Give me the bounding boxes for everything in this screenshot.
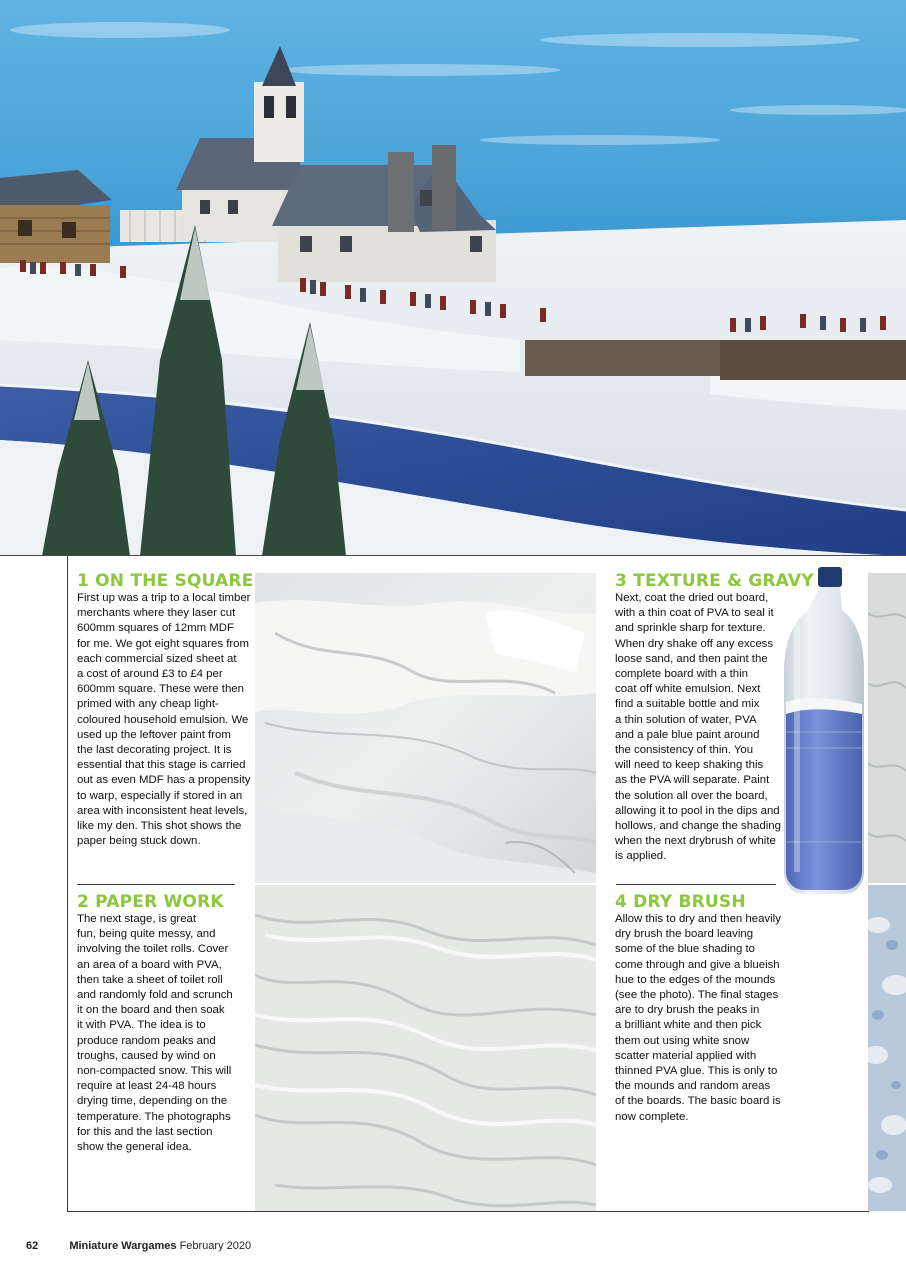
body-line: when the next drybrush of white: [615, 835, 776, 848]
body-line: out as even MDF has a propensity: [77, 774, 251, 787]
body-line: merchants where they laser cut: [77, 607, 236, 620]
photo-textured-board-illustration: [255, 885, 596, 1211]
body-line: to warp, especially if stored in an: [77, 789, 243, 802]
photo-board-edge-bottom: [868, 885, 906, 1211]
body-line: require at least 24-48 hours: [77, 1080, 217, 1093]
body-line: thinned PVA glue. This is only to: [615, 1065, 778, 1078]
section-on-the-square: [77, 571, 254, 849]
page-footer: [26, 1240, 251, 1252]
body-line: The next stage, is great: [77, 913, 197, 925]
hero-photo: [0, 0, 906, 556]
body-line: hollows, and change the shading: [615, 820, 781, 833]
section-paper-work: [77, 892, 239, 1155]
left-frame-line: [67, 556, 68, 1212]
body-line: coat off white emulsion. Next: [615, 683, 761, 696]
body-line: a cost of around £3 to £4 per: [77, 668, 223, 681]
body-line: like my den. This shot shows the: [77, 820, 242, 833]
photo-textured-board: [255, 885, 596, 1211]
body-line: First up was a trip to a local timber: [77, 592, 251, 604]
body-line: Allow this to dry and then heavily: [615, 913, 781, 925]
section-heading: 3 TEXTURE & GRAVY: [615, 571, 814, 591]
hero-illustration: [0, 0, 906, 556]
body-line: primed with any cheap light-: [77, 698, 219, 711]
body-line: complete board with a thin: [615, 668, 748, 681]
body-line: a thin solution of water, PVA: [615, 713, 757, 726]
body-line: dry brush the board leaving: [615, 928, 754, 941]
body-line: the solution all over the board,: [615, 789, 768, 802]
body-line: non-compacted snow. This will: [77, 1065, 232, 1078]
body-line: will need to keep shaking this: [615, 759, 764, 772]
section-body: [77, 912, 239, 1155]
bottom-frame-line: [67, 1211, 869, 1212]
photo-toilet-paper: [255, 573, 596, 883]
section-dry-brush: [615, 892, 781, 1125]
body-line: 600mm squares of 12mm MDF: [77, 622, 234, 635]
photo-board-edge-top: [868, 573, 906, 883]
photo-wash-bottle: [780, 562, 868, 898]
body-line: essential that this stage is carried: [77, 759, 246, 772]
body-line: coloured household emulsion. We: [77, 713, 249, 726]
body-line: 600mm square. These were then: [77, 683, 244, 696]
body-line: produce random peaks and: [77, 1034, 216, 1047]
body-line: each commercial sized sheet at: [77, 652, 237, 665]
body-line: and a pale blue paint around: [615, 728, 760, 741]
page-number: 62: [26, 1240, 39, 1252]
section-body: [77, 591, 251, 849]
body-line: (see the photo). The final stages: [615, 989, 779, 1002]
body-line: area with inconsistent heat levels,: [77, 804, 248, 817]
body-line: it with PVA. The idea is to: [77, 1019, 206, 1032]
body-line: for this and the last section: [77, 1125, 213, 1138]
body-line: as the PVA will separate. Paint: [615, 774, 770, 787]
body-line: allowing it to pool in the dips and: [615, 804, 780, 817]
section-heading: 1 ON THE SQUARE: [77, 571, 254, 591]
body-line: involving the toilet rolls. Cover: [77, 943, 229, 956]
body-line: is applied.: [615, 850, 667, 863]
section-heading: 4 DRY BRUSH: [615, 892, 746, 912]
body-line: a brilliant white and then pick: [615, 1019, 762, 1032]
body-line: with a thin coat of PVA to seal it: [615, 607, 774, 620]
section-heading: 2 PAPER WORK: [77, 892, 224, 912]
body-line: Next, coat the dried out board,: [615, 592, 769, 604]
section-texture-and-gravy: [615, 571, 814, 865]
body-line: troughs, caused by wind on: [77, 1049, 216, 1062]
body-line: some of the blue shading to: [615, 943, 755, 956]
body-line: the mounds and random areas: [615, 1080, 771, 1093]
hero-bottom-rule: [0, 555, 906, 556]
body-line: fun, being quite messy, and: [77, 928, 216, 941]
body-line: come through and give a blueish: [615, 958, 780, 971]
body-line: scatter material applied with: [615, 1049, 757, 1062]
section-body: [615, 591, 781, 865]
body-line: When dry shake off any excess: [615, 637, 774, 650]
body-line: the last decorating project. It is: [77, 744, 232, 757]
board-edge-bottom-illustration: [868, 885, 906, 1211]
body-line: it on the board and then soak: [77, 1004, 225, 1017]
body-line: them out using white snow: [615, 1034, 750, 1047]
body-line: an area of a board with PVA,: [77, 958, 222, 971]
issue-date: February 2020: [179, 1240, 252, 1252]
section-body: [615, 912, 781, 1125]
body-line: are to dry brush the peaks in: [615, 1004, 760, 1017]
body-line: the consistency of thin. You: [615, 744, 754, 757]
body-line: find a suitable bottle and mix: [615, 698, 760, 711]
body-line: hue to the edges of the mounds: [615, 973, 776, 986]
magazine-name: Miniature Wargames: [69, 1240, 177, 1252]
body-line: and sprinkle sharp for texture.: [615, 622, 766, 635]
body-line: now complete.: [615, 1110, 689, 1123]
body-line: paper being stuck down.: [77, 835, 201, 848]
section-separator-left: [77, 884, 235, 885]
photo-toilet-paper-illustration: [255, 573, 596, 883]
body-line: temperature. The photographs: [77, 1110, 231, 1123]
body-line: for me. We got eight squares from: [77, 637, 249, 650]
body-line: drying time, depending on the: [77, 1095, 228, 1108]
body-line: of the boards. The basic board is: [615, 1095, 781, 1108]
bottle-illustration: [780, 562, 868, 898]
body-line: show the general idea.: [77, 1141, 192, 1154]
body-line: loose sand, and then paint the: [615, 652, 768, 665]
body-line: and randomly fold and scrunch: [77, 989, 233, 1002]
section-separator-right: [616, 884, 776, 885]
body-line: then take a sheet of toilet roll: [77, 973, 223, 986]
body-line: used up the leftover paint from: [77, 728, 231, 741]
board-edge-top-illustration: [868, 573, 906, 883]
